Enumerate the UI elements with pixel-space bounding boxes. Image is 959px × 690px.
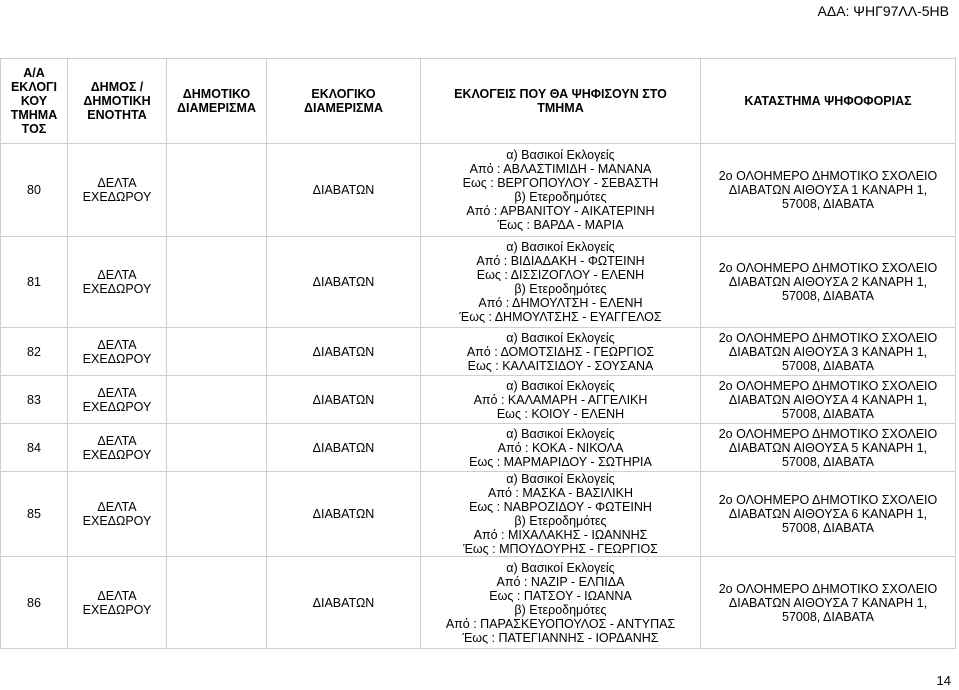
voters-cell xyxy=(421,472,701,557)
row-number-cell: 83 xyxy=(1,376,68,424)
row-number-cell: 85 xyxy=(1,472,68,557)
row-number-cell: 80 xyxy=(1,144,68,237)
municipality-cell xyxy=(68,144,167,237)
table-row xyxy=(1,376,956,424)
header-municipality xyxy=(68,59,167,144)
municipality-cell-line: ΕΧΕΔΩΡΟΥ xyxy=(82,190,152,204)
municipal-district-cell xyxy=(167,237,267,328)
voters-cell xyxy=(421,237,701,328)
electoral-district-cell: ΔΙΑΒΑΤΩΝ xyxy=(267,557,421,649)
polling-station-cell-line: 57008, ΔΙΑΒΑΤΑ xyxy=(782,454,874,469)
polling-station-cell-line: 2ο ΟΛΟΗΜΕΡΟ ΔΗΜΟΤΙΚΟ ΣΧΟΛΕΙΟ xyxy=(718,426,938,441)
table-row xyxy=(1,144,956,237)
header-line: ΕΚΛΟΓΙΚΟ xyxy=(311,87,376,101)
table-row xyxy=(1,424,956,472)
polling-station-cell-line: 57008, ΔΙΑΒΑΤΑ xyxy=(782,358,874,373)
polling-station-cell-line: 2ο ΟΛΟΗΜΕΡΟ ΔΗΜΟΤΙΚΟ ΣΧΟΛΕΙΟ xyxy=(718,581,938,596)
voters-cell-line: Έως : ΒΑΡΔΑ - ΜΑΡΙΑ xyxy=(497,218,624,232)
municipality-cell xyxy=(68,328,167,376)
voters-cell-line: α) Βασικοί Εκλογείς xyxy=(506,378,615,393)
municipality-cell-line: ΕΧΕΔΩΡΟΥ xyxy=(82,514,152,528)
polling-station-cell-line: ΔΙΑΒΑΤΩΝ ΑΙΘΟΥΣΑ 1 ΚΑΝΑΡΗ 1, xyxy=(728,183,928,197)
header-line: ΔΗΜΟΤΙΚΟ xyxy=(182,87,251,101)
header-line: ΔΗΜΟΣ / xyxy=(90,80,144,94)
polling-station-cell-line: ΔΙΑΒΑΤΩΝ ΑΙΘΟΥΣΑ 6 ΚΑΝΑΡΗ 1, xyxy=(728,507,928,521)
municipal-district-cell xyxy=(167,144,267,237)
polling-station-cell-line: 57008, ΔΙΑΒΑΤΑ xyxy=(782,406,874,421)
voters-cell-line: Από : ΒΙΔΙΑΔΑΚΗ - ΦΩΤΕΙΝΗ xyxy=(476,254,645,268)
municipality-cell xyxy=(68,237,167,328)
header-line: ΤΟΣ xyxy=(21,122,47,136)
municipal-district-cell xyxy=(167,557,267,649)
header-line: ΕΝΟΤΗΤΑ xyxy=(87,108,147,122)
voters-cell xyxy=(421,557,701,649)
voters-cell-line: Εως : ΠΑΤΣΟΥ - ΙΩΑΝΝΑ xyxy=(489,588,632,603)
header-line: ΔΙΑΜΕΡΙΣΜΑ xyxy=(304,101,383,115)
voters-cell-line: α) Βασικοί Εκλογείς xyxy=(506,240,615,254)
voters-cell xyxy=(421,424,701,472)
municipality-cell xyxy=(68,557,167,649)
municipality-cell-line: ΔΕΛΤΑ xyxy=(97,176,137,190)
polling-station-cell-line: 2ο ΟΛΟΗΜΕΡΟ ΔΗΜΟΤΙΚΟ ΣΧΟΛΕΙΟ xyxy=(718,378,938,393)
voters-cell-line: Από : ΠΑΡΑΣΚΕΥΟΠΟΥΛΟΣ - ΑΝΤΥΠΑΣ xyxy=(445,616,676,631)
municipality-cell-line: ΔΕΛΤΑ xyxy=(97,588,137,603)
voters-cell-line: β) Ετεροδημότες xyxy=(514,190,607,204)
municipality-cell-line: ΕΧΕΔΩΡΟΥ xyxy=(82,447,152,462)
header-voters xyxy=(421,59,701,144)
electoral-district-cell: ΔΙΑΒΑΤΩΝ xyxy=(267,472,421,557)
voters-cell-line: Από : ΑΒΛΑΣΤΙΜΙΔΗ - ΜΑΝΑΝΑ xyxy=(469,162,652,176)
municipality-cell-line: ΔΕΛΤΑ xyxy=(97,500,137,514)
voters-cell-line: β) Ετεροδημότες xyxy=(514,514,607,528)
voters-cell-line: Από : ΜΙΧΑΛΑΚΗΣ - ΙΩΑΝΝΗΣ xyxy=(473,528,648,542)
voters-cell-line: Από : ΚΑΛΑΜΑΡΗ - ΑΓΓΕΛΙΚΗ xyxy=(473,392,648,407)
electoral-district-cell: ΔΙΑΒΑΤΩΝ xyxy=(267,328,421,376)
municipality-cell-line: ΔΕΛΤΑ xyxy=(97,385,137,400)
polling-station-cell-line: ΔΙΑΒΑΤΩΝ ΑΙΘΟΥΣΑ 7 ΚΑΝΑΡΗ 1, xyxy=(728,595,928,610)
municipality-cell-line: ΕΧΕΔΩΡΟΥ xyxy=(82,351,152,366)
voters-cell-line: Από : ΝΑΖΙΡ - ΕΛΠΙΔΑ xyxy=(496,574,625,589)
table-body xyxy=(1,144,956,649)
voters-cell-line: Από : ΔΗΜΟΥΛΤΣΗ - ΕΛΕΝΗ xyxy=(478,296,643,310)
voters-cell-line: Εως : ΝΑΒΡΟΖΙΔΟΥ - ΦΩΤΕΙΝΗ xyxy=(469,500,652,514)
header-electoral-district xyxy=(267,59,421,144)
voters-cell xyxy=(421,328,701,376)
voters-cell-line: Εως : ΜΑΡΜΑΡΙΔΟΥ - ΣΩΤΗΡΙΑ xyxy=(469,454,652,469)
header-polling-station xyxy=(701,59,956,144)
voters-cell-line: α) Βασικοί Εκλογείς xyxy=(506,330,615,345)
header-line: ΚΟΥ xyxy=(20,94,48,108)
polling-station-cell-line: 2ο ΟΛΟΗΜΕΡΟ ΔΗΜΟΤΙΚΟ ΣΧΟΛΕΙΟ xyxy=(718,261,938,275)
header-line: ΔΙΑΜΕΡΙΣΜΑ xyxy=(177,101,256,115)
document-code: ΑΔΑ: ΨΗΓ97ΛΛ-5ΗΒ xyxy=(817,3,949,19)
municipal-district-cell xyxy=(167,376,267,424)
municipality-cell-line: ΕΧΕΔΩΡΟΥ xyxy=(82,282,152,296)
header-line: ΔΗΜΟΤΙΚΗ xyxy=(83,94,151,108)
voters-cell-line: α) Βασικοί Εκλογείς xyxy=(506,560,615,575)
table-row xyxy=(1,328,956,376)
voters-cell xyxy=(421,376,701,424)
voters-cell-line: β) Ετεροδημότες xyxy=(514,282,607,296)
polling-station-cell xyxy=(701,424,956,472)
polling-station-cell-line: ΔΙΑΒΑΤΩΝ ΑΙΘΟΥΣΑ 3 ΚΑΝΑΡΗ 1, xyxy=(728,344,928,359)
voters-cell-line: Από : ΚΟΚΑ - ΝΙΚΟΛΑ xyxy=(497,440,624,455)
municipality-cell-line: ΔΕΛΤΑ xyxy=(97,268,137,282)
row-number-cell: 86 xyxy=(1,557,68,649)
voters-cell xyxy=(421,144,701,237)
table-row xyxy=(1,472,956,557)
municipality-cell xyxy=(68,376,167,424)
polling-station-cell-line: 2ο ΟΛΟΗΜΕΡΟ ΔΗΜΟΤΙΚΟ ΣΧΟΛΕΙΟ xyxy=(718,493,938,507)
polling-station-cell xyxy=(701,557,956,649)
municipal-district-cell xyxy=(167,472,267,557)
polling-station-cell-line: 57008, ΔΙΑΒΑΤΑ xyxy=(782,289,874,303)
header-line: ΤΜΗΜΑ xyxy=(537,101,584,115)
polling-station-cell-line: 2ο ΟΛΟΗΜΕΡΟ ΔΗΜΟΤΙΚΟ ΣΧΟΛΕΙΟ xyxy=(718,330,938,345)
voters-cell-line: Από : ΔΟΜΟΤΣΙΔΗΣ - ΓΕΩΡΓΙΟΣ xyxy=(466,344,655,359)
municipality-cell xyxy=(68,424,167,472)
electoral-district-cell: ΔΙΑΒΑΤΩΝ xyxy=(267,376,421,424)
voters-cell-line: α) Βασικοί Εκλογείς xyxy=(506,148,615,162)
polling-station-cell xyxy=(701,144,956,237)
header-line: ΕΚΛΟΓΕΙΣ ΠΟΥ ΘΑ ΨΗΦΙΣΟΥΝ ΣΤΟ xyxy=(454,87,667,101)
polling-station-cell-line: ΔΙΑΒΑΤΩΝ ΑΙΘΟΥΣΑ 5 ΚΑΝΑΡΗ 1, xyxy=(728,440,928,455)
electoral-district-cell: ΔΙΑΒΑΤΩΝ xyxy=(267,144,421,237)
municipality-cell-line: ΕΧΕΔΩΡΟΥ xyxy=(82,399,152,414)
voters-cell-line: Από : ΜΑΣΚΑ - ΒΑΣΙΛΙΚΗ xyxy=(488,486,633,500)
polling-station-cell xyxy=(701,237,956,328)
polling-station-cell-line: ΔΙΑΒΑΤΩΝ ΑΙΘΟΥΣΑ 2 ΚΑΝΑΡΗ 1, xyxy=(728,275,928,289)
voters-cell-line: Από : ΑΡΒΑΝΙΤΟΥ - ΑΙΚΑΤΕΡΙΝΗ xyxy=(466,204,655,218)
municipality-cell-line: ΔΕΛΤΑ xyxy=(97,433,137,448)
header-municipal-district xyxy=(167,59,267,144)
table-row xyxy=(1,557,956,649)
row-number-cell: 84 xyxy=(1,424,68,472)
municipal-district-cell xyxy=(167,424,267,472)
header-line: Α/Α xyxy=(23,66,45,80)
voters-cell-line: α) Βασικοί Εκλογείς xyxy=(506,426,615,441)
header-line: ΤΜΗΜΑ xyxy=(10,108,58,122)
polling-station-cell-line: 57008, ΔΙΑΒΑΤΑ xyxy=(782,521,874,535)
voters-cell-line: Έως : ΜΠΟΥΔΟΥΡΗΣ - ΓΕΩΡΓΙΟΣ xyxy=(463,542,658,556)
polling-station-cell xyxy=(701,472,956,557)
voters-cell-line: Έως : ΔΗΜΟΥΛΤΣΗΣ - ΕΥΑΓΓΕΛΟΣ xyxy=(459,310,662,324)
table-header-row xyxy=(1,59,956,144)
polling-station-cell xyxy=(701,328,956,376)
voters-cell-line: α) Βασικοί Εκλογείς xyxy=(506,472,615,486)
header-line: ΕΚΛΟΓΙ xyxy=(10,80,58,94)
page-number: 14 xyxy=(936,673,951,688)
polling-station-cell xyxy=(701,376,956,424)
polling-station-cell-line: 2ο ΟΛΟΗΜΕΡΟ ΔΗΜΟΤΙΚΟ ΣΧΟΛΕΙΟ xyxy=(718,169,938,183)
municipality-cell-line: ΕΧΕΔΩΡΟΥ xyxy=(82,602,152,617)
municipal-district-cell xyxy=(167,328,267,376)
polling-station-cell-line: ΔΙΑΒΑΤΩΝ ΑΙΘΟΥΣΑ 4 ΚΑΝΑΡΗ 1, xyxy=(728,392,928,407)
header-line: ΚΑΤΑΣΤΗΜΑ ΨΗΦΟΦΟΡΙΑΣ xyxy=(744,94,912,108)
voters-cell-line: Εως : ΔΙΣΣΙΖΟΓΛΟΥ - ΕΛΕΝΗ xyxy=(476,268,645,282)
electoral-district-cell: ΔΙΑΒΑΤΩΝ xyxy=(267,424,421,472)
table-row xyxy=(1,237,956,328)
polling-stations-table xyxy=(0,58,956,649)
polling-station-cell-line: 57008, ΔΙΑΒΑΤΑ xyxy=(782,609,874,624)
voters-cell-line: Εως : ΚΟΙΟΥ - ΕΛΕΝΗ xyxy=(496,406,625,421)
municipality-cell-line: ΔΕΛΤΑ xyxy=(97,337,137,352)
row-number-cell: 81 xyxy=(1,237,68,328)
voters-cell-line: β) Ετεροδημότες xyxy=(514,602,607,617)
voters-cell-line: Εως : ΒΕΡΓΟΠΟΥΛΟΥ - ΣΕΒΑΣΤΗ xyxy=(462,176,659,190)
voters-cell-line: Εως : ΚΑΛΑΙΤΣΙΔΟΥ - ΣΟΥΣΑΝΑ xyxy=(467,358,654,373)
header-row-number xyxy=(1,59,68,144)
municipality-cell xyxy=(68,472,167,557)
electoral-district-cell: ΔΙΑΒΑΤΩΝ xyxy=(267,237,421,328)
polling-station-cell-line: 57008, ΔΙΑΒΑΤΑ xyxy=(782,197,874,211)
voters-cell-line: Έως : ΠΑΤΕΓΙΑΝΝΗΣ - ΙΟΡΔΑΝΗΣ xyxy=(462,630,659,645)
row-number-cell: 82 xyxy=(1,328,68,376)
